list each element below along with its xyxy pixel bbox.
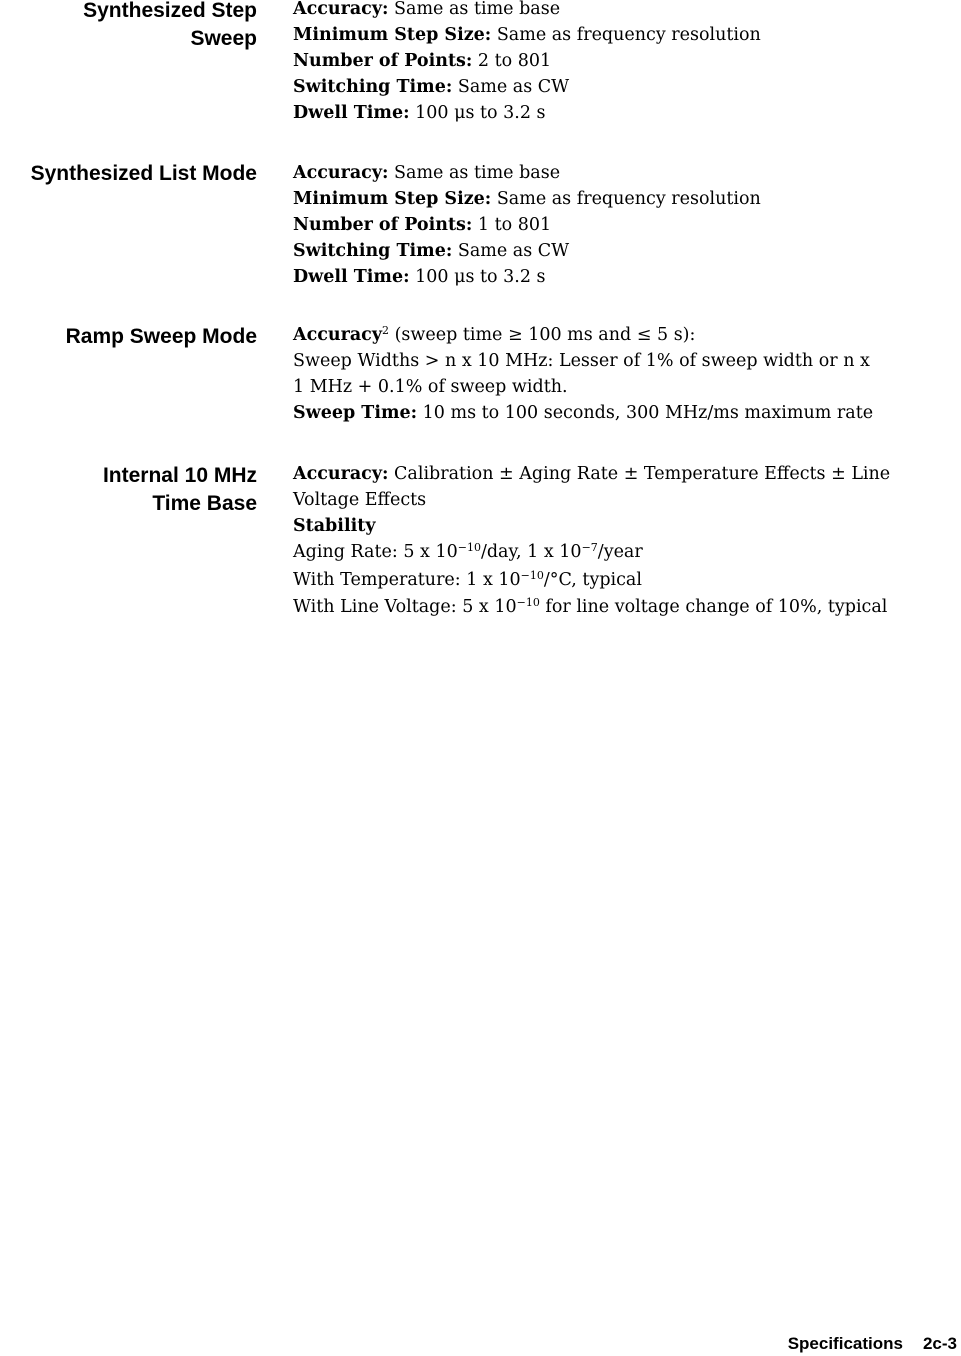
section-heading: Internal 10 MHz Time Base xyxy=(102,464,257,515)
spec-line: Sweep Time: 10 ms to 100 seconds, 300 MHz/ms maximum rate xyxy=(293,403,874,423)
footnote-marker: 2 xyxy=(382,324,389,337)
spec-line: Stability xyxy=(293,516,376,536)
section-heading: Synthesized Step Sweep xyxy=(83,0,257,50)
section-body xyxy=(293,160,958,290)
section-body xyxy=(293,322,958,426)
spec-line: Sweep Widths > n x 10 MHz: Lesser of 1% of sweep width or n x xyxy=(293,351,870,371)
spec-line: Number of Points: 1 to 801 xyxy=(293,215,552,235)
spec-line: Number of Points: 2 to 801 xyxy=(293,51,552,71)
page-footer xyxy=(788,1333,957,1355)
spec-line: Accuracy: Calibration ± Aging Rate ± Temperature Effects ± Line xyxy=(293,464,891,484)
spec-line: Dwell Time: 100 μs to 3.2 s xyxy=(293,103,546,123)
spec-line: Voltage Effects xyxy=(293,490,427,510)
spec-line: Accuracy: Same as time base xyxy=(293,163,561,183)
spec-line: Accuracy: Same as time base xyxy=(293,0,561,19)
spec-line: Minimum Step Size: Same as frequency resolution xyxy=(293,189,761,209)
spec-line: Dwell Time: 100 μs to 3.2 s xyxy=(293,267,546,287)
spec-line: Accuracy$^2$ (sweep time ≥ 100 ms and ≤ 5 s): xyxy=(293,324,696,345)
footer-title: Specifications xyxy=(787,1334,903,1353)
section-body xyxy=(293,0,958,126)
spec-line: Aging Rate: 5 x $10^{-10}$/day, 1 x $10^{-7}$/year xyxy=(293,541,643,562)
spec-line: 1 MHz + 0.1% of sweep width. xyxy=(293,377,568,397)
page-number: 2c-3 xyxy=(922,1334,957,1353)
section-body xyxy=(293,461,958,622)
section-heading: Synthesized List Mode xyxy=(30,162,257,185)
spec-line: With Temperature: 1 x $10^{-10}/^\circ C$, typical xyxy=(293,568,642,590)
spec-line: With Line Voltage: 5 x $10^{-10}$ for line voltage change of 10%, typical xyxy=(293,596,888,617)
spec-line: Switching Time: Same as CW xyxy=(293,77,570,97)
section-heading: Ramp Sweep Mode xyxy=(65,325,257,348)
spec-line: Switching Time: Same as CW xyxy=(293,241,570,261)
spec-line: Minimum Step Size: Same as frequency resolution xyxy=(293,25,761,45)
